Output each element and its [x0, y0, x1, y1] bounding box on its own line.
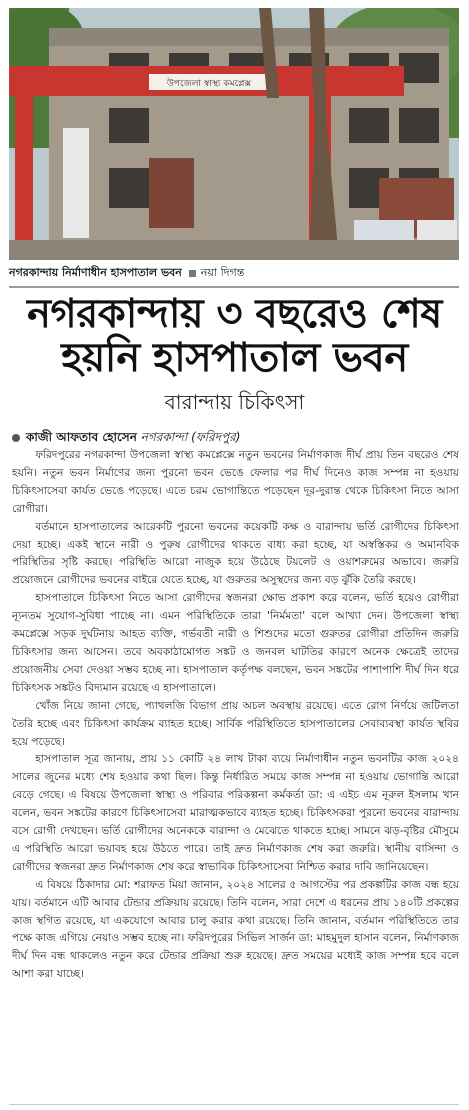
paragraph: খোঁজ নিয়ে জানা গেছে, প্যাথলজি বিভাগ প্রায় অচল অবস্থায় রয়েছে। এতে রোগ নির্ণয়ে জটিলতা তৈরি হচ্ছে এবং চিকিৎসা কার্যক্রম ব্যাহত হচ্ছে। সার্বিক পরিস্থিতিতে হাসপাতালের সেবাব্যবস্থা কার্যত স্থবির হয়ে পড়েছে।	[12, 699, 459, 748]
photo-caption	[9, 264, 459, 282]
divider	[9, 286, 459, 288]
square-bullet-icon	[189, 270, 196, 277]
bottom-divider	[9, 1104, 459, 1105]
paragraph: এ বিষয়ে ঠিকাদার মো: শরাফত মিয়া জানান, ২০২৪ সালের ৫ আগস্টের পর প্রকল্পটির কাজ বন্ধ হয়ে যায়। বর্তমানে এটি আবার টেন্ডার প্রক্রিয়ায় রয়েছে। তিনি বলেন, সারা দেশে এ ধরনের প্রায় ১৪০টি প্রকল্পের কাজ স্থগিত রয়েছে, যা একযোগে আবার চালু করার কথা রয়েছে। তিনি জানান, বর্তমান পরিস্থিতিতে তার পক্ষে কাজ এগিয়ে নেয়াও সম্ভব হচ্ছে না। ফরিদপুরের সিভিল সার্জন ডা: মাহমুদুল হাসান বলেন, নির্মাণকাজ দীর্ঘ দিন বন্ধ থাকলেও নতুন করে টেন্ডার প্রক্রিয়া শুরু হয়েছে। দ্রুত সময়ের মধ্যেই কাজ সম্পন্ন হবে বলে আশা করা যাচ্ছে।	[12, 878, 459, 981]
bullet-icon	[12, 434, 20, 442]
article-body	[12, 447, 459, 1103]
headline-line-1: নগরকান্দায় ৩ বছরেও শেষ	[27, 290, 442, 337]
gate-sign-text: উপজেলা স্বাস্থ্য কমপ্লেক্স	[166, 79, 252, 89]
news-photo	[9, 8, 459, 260]
paragraph: ফরিদপুরের নগরকান্দা উপজেলা স্বাস্থ্য কমপ্লেক্সে নতুন ভবনের নির্মাণকাজ দীর্ঘ প্রায় তিন বছরেও শেষ হয়নি। নতুন ভবন নির্মাণের জন্য পুরনো ভবন ভেঙে ফেলার পর দীর্ঘ দিনেও কাজ সম্পন্ন না হওয়ায় চিকিৎসাসেবা কার্যত ভেঙে পড়েছে। এতে চরম ভোগান্তিতে পড়েছেন দূর-দুরান্ত থেকে চিকিৎসা নিতে আসা রোগীরা।	[12, 449, 459, 515]
headline-line-2: হয়নি হাসপাতাল ভবন	[61, 334, 408, 381]
paragraph: হাসপাতাল সূত্র জানায়, প্রায় ১১ কোটি ২৪ লাখ টাকা ব্যয়ে নির্মাণাধীন নতুন ভবনটির কাজ ২০২৪ সালের জুনের মধ্যে শেষ হওয়ার কথা ছিল। কিন্তু নির্ধারিত সময়ে কাজ সম্পন্ন না হওয়ায় ভোগান্তি আরো বেড়ে গেছে। এ বিষয়ে উপজেলা স্বাস্থ্য ও পরিবার পরিকল্পনা কর্মকর্তা ডা: এ এইচ এম নূরুল ইসলাম খান বলেন, ভবন সঙ্কটের কারণে চিকিৎসাসেবা মারাত্মকভাবে ব্যাহত হচ্ছে। চিকিৎসকরা পুরনো ভবনের বারান্দায় বসে রোগী দেখছেন। ভর্তি রোগীদের অনেককে বারান্দা ও মেঝেতে থাকতে হচ্ছে। সামনে ঝড়-বৃষ্টির মৌসুমে এ পরিস্থিতি আরো ভয়াবহ হয়ে উঠতে পারে। তাই দ্রুত নির্মাণকাজ শেষ করা জরুরি। স্থানীয় বাসিন্দা ও রোগীদের স্বজনরা দ্রুত নির্মাণকাজ শেষ করে স্বাভাবিক চিকিৎসাসেবা নিশ্চিত করার দাবি জানিয়েছেন।	[12, 753, 459, 873]
caption-text: নগরকান্দায় নির্মাণাধীন হাসপাতাল ভবন	[9, 266, 182, 279]
paragraph: বর্তমানে হাসপাতালের আরেকটি পুরনো ভবনের কয়েকটি কক্ষ ও বারান্দায় ভর্তি রোগীদের চিকিৎসা দেয়া হচ্ছে। একই স্থানে নারী ও পুরুষ রোগীদের থাকতে বাধ্য করা হচ্ছে, যা অস্বস্তিকর ও অমানবিক পরিস্থিতির সৃষ্টি করছে। পরিস্থিতি আরো নাজুক হয়ে উঠেছে টয়লেট ও ওয়াশরুমের অভাবে। জরুরি প্রয়োজনে রোগীদের ভবনের বাইরে যেতে হচ্ছে, যা গুরুতর অসুস্থদের জন্য বড় ঝুঁকি তৈরি করছে।	[12, 520, 459, 587]
subheadline: বারান্দায় চিকিৎসা	[164, 390, 305, 414]
author-name: কাজী আফতাব হোসেন	[26, 430, 137, 444]
caption-source: নয়া দিগন্ত	[200, 266, 245, 279]
headline	[10, 292, 459, 380]
byline	[12, 428, 459, 446]
paragraph: হাসপাতালে চিকিৎসা নিতে আসা রোগীদের স্বজনরা ক্ষোভ প্রকাশ করে বলেন, ভর্তি হয়েও রোগীরা ন্যূনতম সুযোগ-সুবিধা পাচ্ছে না। এমন পরিস্থিতিকে তারা 'নির্মমতা' বলে আখ্যা দেন। উপজেলা স্বাস্থ্য কমপ্লেক্সে সড়ক দুর্ঘটনায় আহত ব্যক্তি, গর্ভবতী নারী ও শিশুদের মতো গুরুতর রোগীরা প্রতিদিন জরুরি চিকিৎসার জন্য আসেন। তবে অবকাঠামোগত সঙ্কট ও জনবল ঘাটতির কারণে অনেক ক্ষেত্রেই তাদের প্রয়োজনীয় সেবা দেওয়া সম্ভব হচ্ছে না। হাসপাতাল কর্তৃপক্ষ বলছেন, ভবন সঙ্কটের পাশাপাশি দীর্ঘ দিন ধরে চিকিৎসক সঙ্কটও বিদ্যমান রয়েছে এ হাসপাতালে।	[12, 592, 459, 694]
dateline: নগরকান্দা (ফরিদপুর)	[140, 430, 241, 444]
